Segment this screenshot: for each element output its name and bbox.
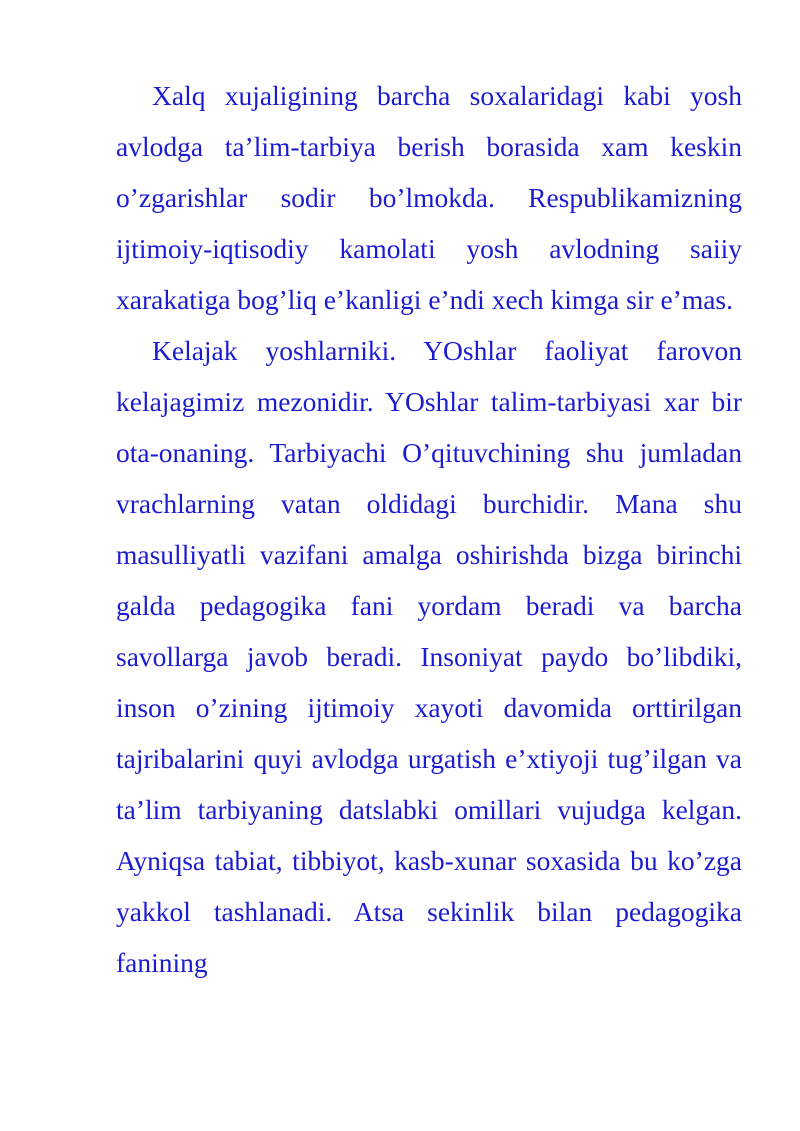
paragraph-1: Xalq xujaligining barcha soxalaridagi kabi yosh avlodga ta’lim-tarbiya berish borasida xam keskin o’zgarishlar sodir bo’lmokda. Respublikamizning ijtimoiy-iqtisodiy kamolati yosh avlodning saiiy xarakatiga bog’liq e’kanligi e’ndi xech kimga sir e’mas. (116, 80, 742, 315)
paragraph-2: Kelajak yoshlarniki. YOshlar faoliyat farovon kelajagimiz mezonidir. YOshlar talim-tarbiyasi xar bir ota-onaning. Tarbiyachi O’qituvchining shu jumladan vrachlarning vatan oldidagi burchidir. Mana shu masulliyatli vazifani amalga oshirishda bizga birinchi galda pedagogika fani yordam beradi va barcha savollarga javob beradi. Insoniyat paydo bo’libdiki, inson o’zining ijtimoiy xayoti davomida orttirilgan tajribalarini quyi avlodga urgatish e’xtiyoji tug’ilgan va ta’lim tarbiyaning datslabki omillari vujudga kelgan. Ayniqsa tabiat, tibbiyot, kasb-xunar soxasida bu ko’zga yakkol tashlanadi. Atsa sekinlik bilan pedagogika fanining (116, 335, 742, 978)
document-body (116, 70, 742, 988)
